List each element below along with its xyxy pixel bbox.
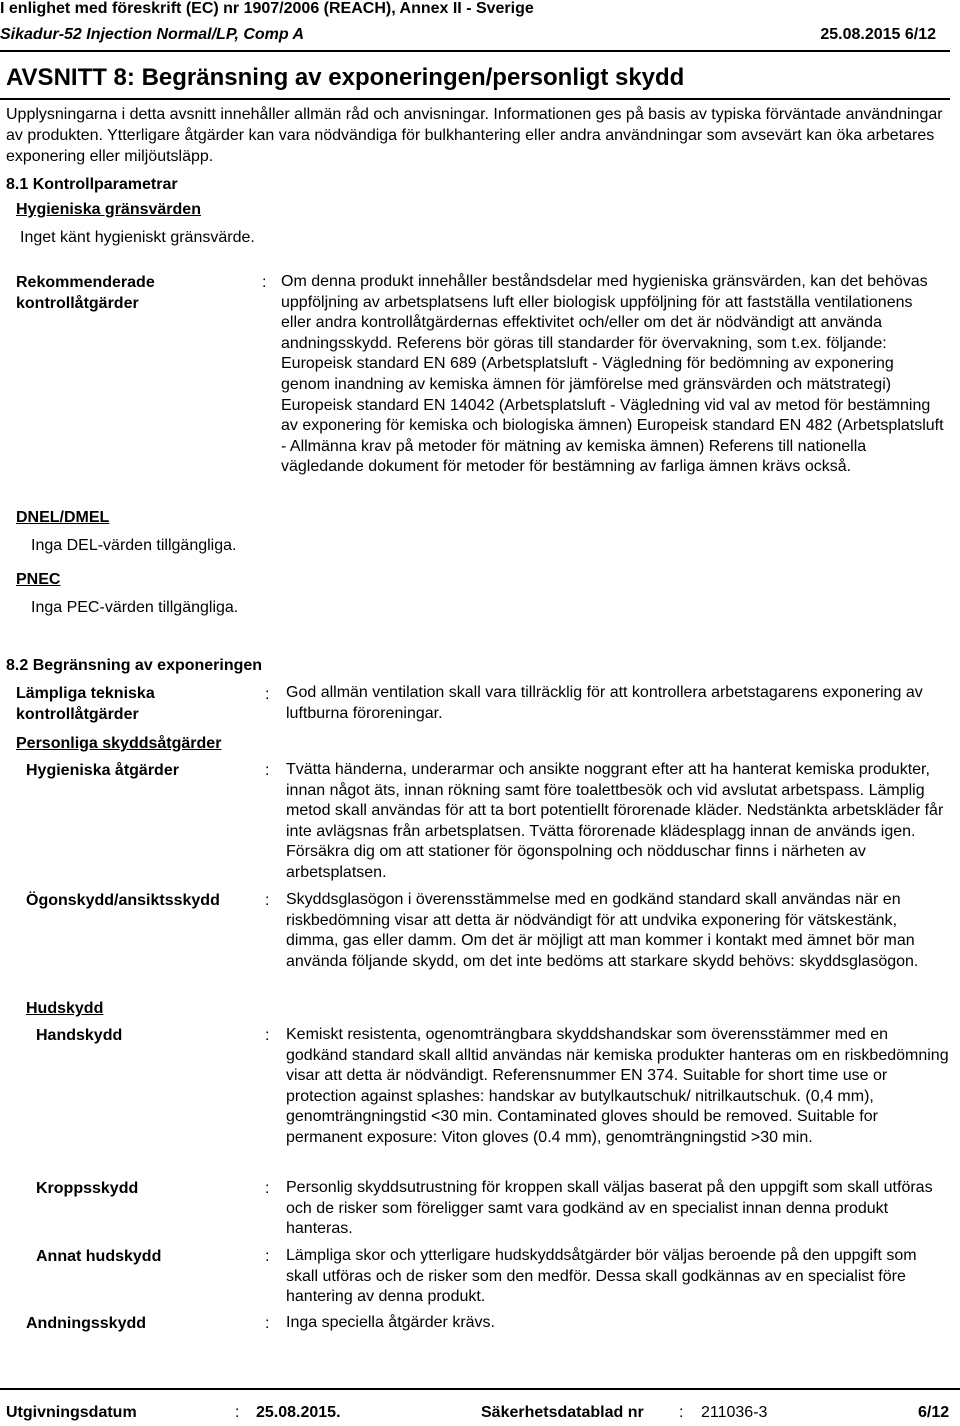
sds-number-value: 211036-3 [701,1404,768,1421]
colon: : [265,1180,270,1197]
technical-controls-label [16,683,155,725]
colon: : [265,686,270,703]
page-footer [0,1388,960,1426]
section-title: AVSNITT 8: Begränsning av exponeringen/personligt skydd [6,64,685,91]
hygienic-limits-heading: Hygieniska gränsvärden [16,201,201,218]
colon: : [235,1404,240,1421]
pnec-heading: PNEC [16,571,61,588]
date-page: 25.08.2015 6/12 [820,26,936,43]
pnec-text: Inga PEC-värden tillgängliga. [31,599,239,616]
sds-number-label: Säkerhetsdatablad nr [481,1404,644,1421]
colon: : [265,1027,270,1044]
hand-protection-label: Handskydd [36,1027,123,1044]
colon: : [265,892,270,909]
product-header [0,26,936,44]
section-rule [0,98,950,100]
product-name: Sikadur-52 Injection Normal/LP, Comp A [0,26,305,43]
hand-protection-value: Kemiskt resistenta, ogenomträngbara skyddshandskar som överensstämmer med en godkänd standard skall alltid användas när kemiska produkter hanteras om en riskbedömning visar att detta är nödvändigt. Referensnummer EN 374. Suitable for short time use or protection against splashes: handskar av butylkautschuk/ nitrilkautschuk. (0,4 mm), genomträngningstid <30 min. Contaminated gloves should be removed. Suitable for permanent exposure: Viton gloves (0.4 mm), genomträngningstid >30 min. [286,1026,949,1146]
body-protection-label: Kroppsskydd [36,1180,139,1197]
header-rule [0,50,950,52]
page-number: 6/12 [918,1404,950,1421]
personal-protection-heading: Personliga skyddsåtgärder [16,735,222,752]
body-protection-value: Personlig skyddsutrustning för kroppen skall väljas baserat på den uppgift som skall utföras och de risker som föreligger samt vara godkänd av en specialist innan denna produkt hanteras. [286,1179,933,1238]
colon: : [679,1404,684,1421]
eye-protection-value: Skyddsglasögon i överensstämmelse med en godkänd standard skall användas när en riskbedömning visar att detta är nödvändigt för att undvika exponering för vätskestänk, dimma, gas eller damm. Om det är möjligt att man kommer i kontakt med ämnet bör man använda följande skydd, om det inte bedöms att starkare skydd behövs: skyddsglasögon. [286,891,919,970]
recommended-controls-label-line1: Rekommenderade [16,274,155,291]
subsection-8-2-title: 8.2 Begränsning av exponeringen [6,657,263,674]
other-skin-protection-value: Lämpliga skor och ytterligare hudskyddsåtgärder bör väljas beroende på den uppgift som skall utföras och de risker som den medför. Dessa skall godkännas av en specialist före hantering av denna produkt. [286,1247,917,1306]
hygienic-limits-text: Inget känt hygieniskt gränsvärde. [20,229,255,246]
respiratory-protection-label: Andningsskydd [26,1315,147,1332]
colon: : [262,274,267,291]
hygiene-measures-label: Hygieniska åtgärder [26,762,179,779]
subsection-8-1-title: 8.1 Kontrollparametrar [6,176,178,193]
colon: : [265,1315,270,1332]
other-skin-protection-label: Annat hudskydd [36,1248,162,1265]
colon: : [265,1248,270,1265]
technical-controls-label-line2: kontrollåtgärder [16,706,139,723]
recommended-controls-label-line2: kontrollåtgärder [16,295,139,312]
section-intro: Upplysningarna i detta avsnitt innehåller allmän råd och anvisningar. Informationen ges på basis av typiska förväntade användningar av produkten. Ytterligare åtgärder kan vara nödvändiga för bulkhantering eller andra användningar som avsevärt kan öka arbetares exponering eller miljöutsläpp. [6,106,943,165]
colon: : [265,762,270,779]
issue-date-label: Utgivningsdatum [6,1404,137,1421]
recommended-controls-label [16,272,155,314]
dnel-text: Inga DEL-värden tillgängliga. [31,537,237,554]
eye-protection-label: Ögonskydd/ansiktsskydd [26,892,220,909]
issue-date-value: 25.08.2015. [256,1404,341,1421]
skin-protection-heading: Hudskydd [26,1000,104,1017]
respiratory-protection-value: Inga speciella åtgärder krävs. [286,1314,495,1331]
hygiene-measures-value: Tvätta händerna, underarmar och ansikte noggrant efter att ha hanterat kemiska produkter, innan något äts, innan rökning samt före toalettbesök och vid avslutat arbetspass. Lämplig metod skall användas för att ta bort potentiellt förorenade kläder. Nedstänkta arbetskläder får inte avlägsnas från arbetsplatsen. Tvätta förorenade klädesplagg innan de används igen. Försäkra dig om att stationer för ögonspolning och nödduschar finns i närheten av arbetsplatsen. [286,761,944,881]
regulation-header: I enlighet med föreskrift (EC) nr 1907/2006 (REACH), Annex II - Sverige [0,0,534,17]
dnel-heading: DNEL/DMEL [16,509,110,526]
technical-controls-value: God allmän ventilation skall vara tillräcklig för att kontrollera arbetstagarens exponering av luftburna föroreningar. [286,684,923,722]
recommended-controls-value: Om denna produkt innehåller beståndsdelar med hygieniska gränsvärden, kan det behövas uppföljning av arbetsplatsens luft eller biologisk uppföljning för att fastställa ventilationens eller andra kontrollåtgärdernas effektivitet och/eller om det är nödvändigt att använda andningsskydd. Referens bör göras till standarder för övervakning, som t.ex. följande: Europeisk standard EN 689 (Arbetsplatsluft - Vägledning för bedömning av exponering genom inandning av kemiska ämnen för jämförelse med gränsvärden och mätstrategi) Europeisk standard EN 14042 (Arbetsplatsluft - Vägledning vid val av metod för bestämning av exponering för kemiska och biologiska ämnen) Europeisk standard EN 482 (Arbetsplatsluft - Allmänna krav på metoder för mätning av kemiska ämnen) Referens till nationella vägledande dokument för metoder för bestämning av farliga ämnen krävs också. [281,273,944,476]
technical-controls-label-line1: Lämpliga tekniska [16,685,155,702]
